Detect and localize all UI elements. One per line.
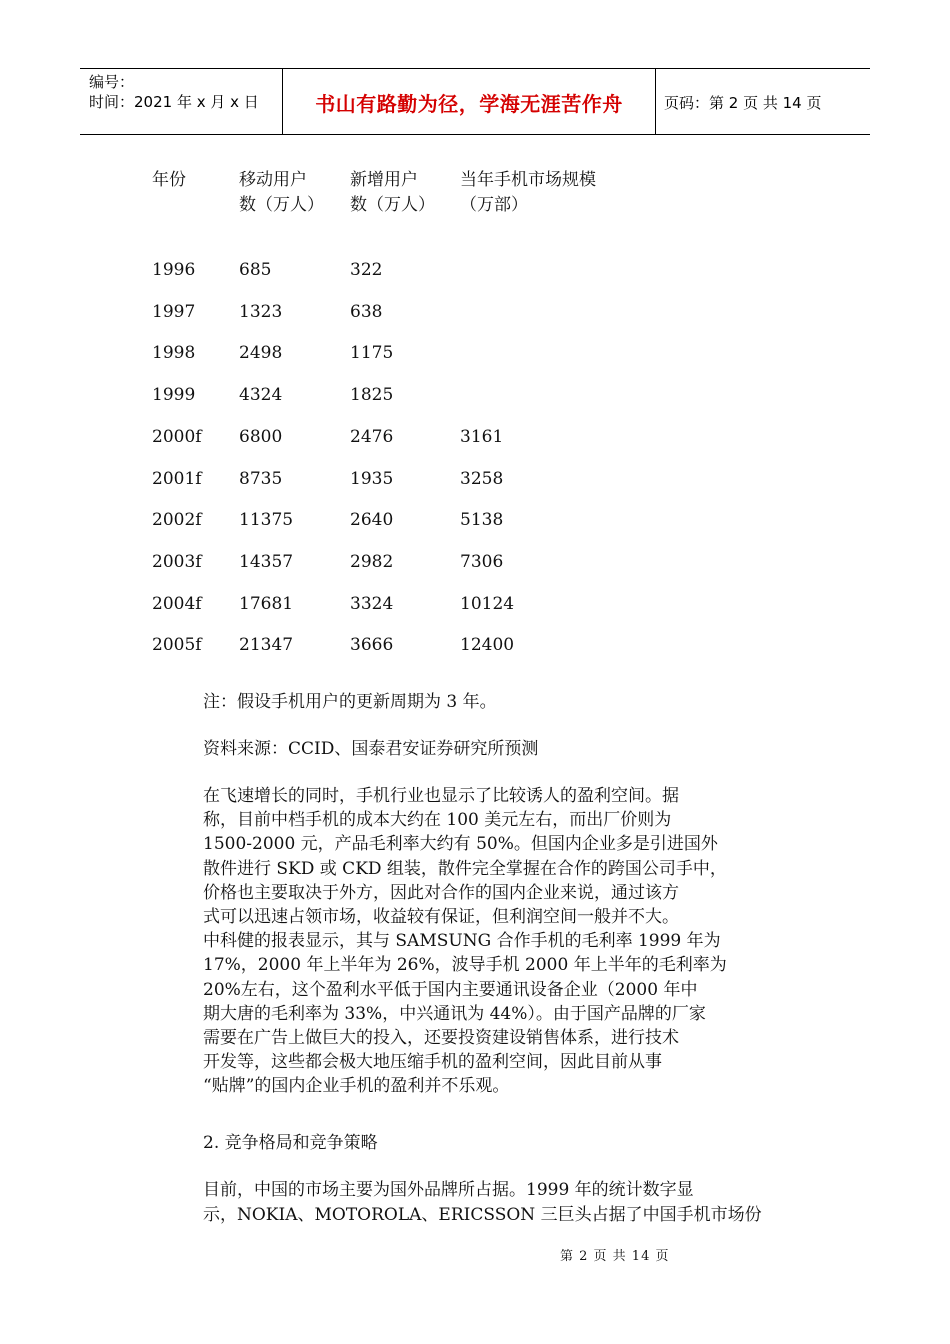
table-cell: 2640 (350, 510, 394, 531)
table-header-market-size: 当年手机市场规模（万部） (460, 170, 596, 215)
competition-paragraph (203, 1178, 762, 1228)
table-cell: 2982 (350, 551, 394, 572)
table-row (152, 550, 612, 574)
paragraph-line: “贴牌”的国内企业手机的盈利并不乐观。 (203, 1076, 510, 1097)
table-header-year: 年份 (152, 170, 186, 190)
table-cell: 1323 (239, 301, 283, 322)
paragraph-line: 需要在广告上做巨大的投入，还要投资建设销售体系，进行技术 (203, 1028, 679, 1049)
table-row (152, 633, 612, 657)
paragraph-line: 开发等，这些都会极大地压缩手机的盈利空间，因此目前从事 (203, 1052, 662, 1073)
table-cell: 21347 (239, 635, 294, 656)
table-header-mobile-users: 移动用户数（万人） (239, 170, 324, 215)
table-cell: 638 (350, 301, 383, 322)
table-cell: 1935 (350, 468, 394, 489)
paragraph-line: 价格也主要取决于外方，因此对合作的国内企业来说，通过该方 (203, 882, 679, 903)
table-cell: 2001f (152, 468, 202, 489)
table-cell: 3258 (460, 468, 504, 489)
table-cell: 17681 (239, 593, 294, 614)
table-cell: 1998 (152, 343, 196, 364)
paragraph-line: 示，NOKIA、MOTOROLA、ERICSSON 三巨头占据了中国手机市场份 (203, 1205, 762, 1225)
table-cell: 8735 (239, 468, 283, 489)
data-source: 资料来源：CCID、国泰君安证券研究所预测 (203, 739, 539, 759)
time-label: 时间：2021 年 x 月 x 日 (89, 93, 259, 111)
paragraph-line: 在飞速增长的同时，手机行业也显示了比较诱人的盈利空间。据 (203, 786, 679, 806)
table-cell: 1999 (152, 385, 196, 406)
paragraph-line: 中科健的报表显示，其与 SAMSUNG 合作手机的毛利率 1999 年为 (203, 931, 721, 952)
table-row (152, 383, 612, 407)
table-cell: 10124 (460, 593, 515, 614)
table-cell: 1996 (152, 260, 196, 280)
header-motto: 书山有路勤为径，学海无涯苦作舟 (315, 91, 623, 116)
table-cell: 2003f (152, 551, 202, 572)
header-divider-right (655, 69, 656, 134)
table-cell: 685 (239, 260, 272, 280)
profit-paragraph (203, 784, 763, 1099)
section-heading: 2. 竞争格局和竞争策略 (203, 1133, 378, 1153)
paragraph-line: 20%左右，这个盈利水平低于国内主要通讯设备企业（2000 年中 (203, 979, 698, 1000)
table-cell: 2005f (152, 635, 202, 656)
table-header-new-users: 新增用户数（万人） (350, 170, 435, 215)
table-cell: 322 (350, 260, 383, 280)
table-cell: 6800 (239, 426, 283, 447)
table-cell: 4324 (239, 385, 283, 406)
table-row (152, 508, 612, 532)
paragraph-line: 散件进行 SKD 或 CKD 组装，散件完全掌握在合作的跨国公司手中， (203, 858, 727, 879)
paragraph-line: 17%，2000 年上半年为 26%，波导手机 2000 年上半年的毛利率为 (203, 955, 727, 976)
header-page-info: 页码：第 2 页 共 14 页 (664, 93, 822, 112)
paragraph-line: 期大唐的毛利率为 33%，中兴通讯为 44%）。由于国产品牌的厂家 (203, 1003, 706, 1024)
table-cell: 7306 (460, 551, 504, 572)
table-row (152, 592, 612, 616)
page-header (80, 68, 870, 135)
table-cell: 1175 (350, 343, 394, 364)
table-row (152, 258, 612, 282)
table-cell: 5138 (460, 510, 504, 531)
table-row (152, 300, 612, 324)
table-note: 注：假设手机用户的更新周期为 3 年。 (203, 692, 497, 712)
doc-number-label: 编号： (89, 73, 135, 91)
table-row (152, 425, 612, 449)
table-row (152, 341, 612, 365)
paragraph-line: 式可以迅速占领市场，收益较有保证，但利润空间一般并不大。 (203, 907, 679, 928)
table-cell: 2004f (152, 593, 202, 614)
table-cell: 11375 (239, 510, 294, 531)
table-cell: 2476 (350, 426, 394, 447)
header-meta (89, 72, 259, 112)
table-cell: 2002f (152, 510, 202, 531)
table-row (152, 467, 612, 491)
table-cell: 1825 (350, 385, 394, 406)
table-cell: 14357 (239, 551, 294, 572)
paragraph-line: 1500-2000 元，产品毛利率大约有 50%。但国内企业多是引进国外 (203, 834, 718, 855)
paragraph-line: 目前，中国的市场主要为国外品牌所占据。1999 年的统计数字显 (203, 1180, 694, 1200)
table-cell: 12400 (460, 635, 515, 656)
table-cell: 3161 (460, 426, 504, 447)
page-footer: 第 2 页 共 14 页 (560, 1249, 670, 1264)
table-cell: 3666 (350, 635, 394, 656)
table-cell: 1997 (152, 301, 196, 322)
table-cell: 2000f (152, 426, 202, 447)
table-cell: 2498 (239, 343, 283, 364)
table-cell: 3324 (350, 593, 394, 614)
paragraph-line: 称，目前中档手机的成本大约在 100 美元左右，而出厂价则为 (203, 810, 672, 831)
